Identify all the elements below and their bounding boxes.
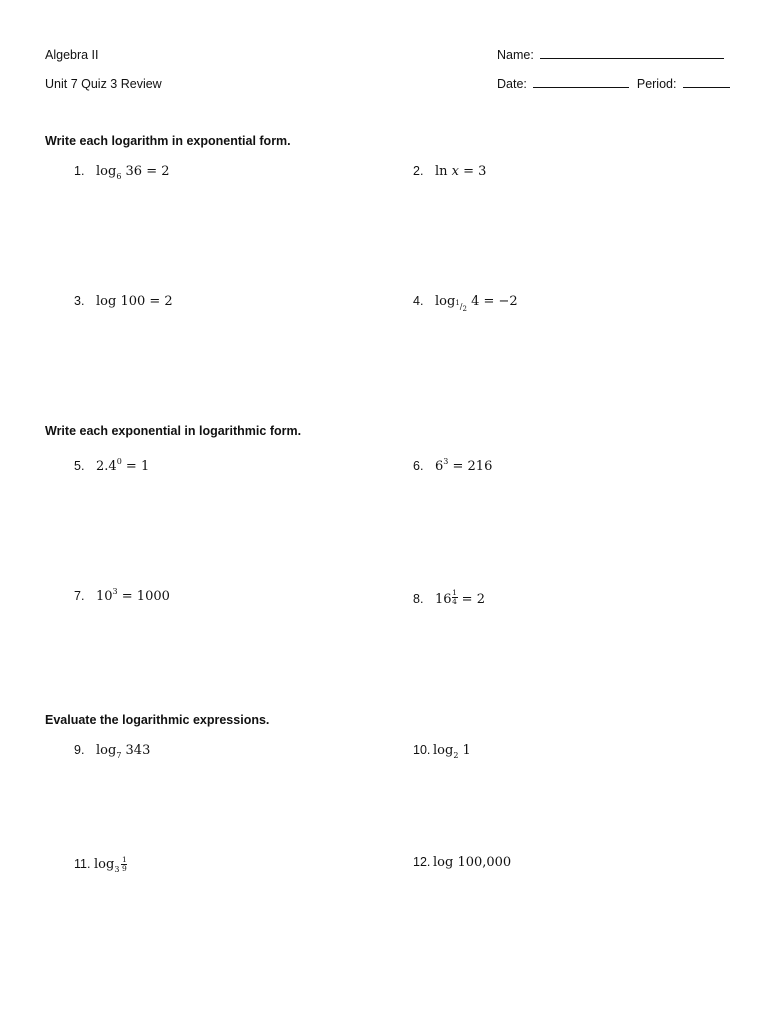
problem-expression: $\log_2 1$ xyxy=(433,743,471,760)
worksheet-subtitle: Unit 7 Quiz 3 Review xyxy=(45,77,162,91)
problem-11 xyxy=(74,855,127,879)
problem-expression: log 100 = 2 xyxy=(96,294,173,309)
problem-number: 3. xyxy=(74,294,85,308)
problem-expression: 16 $\frac{1}{4}$ = 2 xyxy=(435,588,485,607)
problem-number: 12. xyxy=(413,855,431,869)
problem-expression: $\log_6 36 = 2$ xyxy=(96,164,170,181)
problem-expression: log 100,000 xyxy=(433,855,512,870)
period-blank[interactable] xyxy=(683,76,730,88)
problem-expression: $\log_{1/2} 4 = -2$ xyxy=(435,294,518,313)
problem-expression: ln x = 3 xyxy=(435,164,487,179)
problem-number: 7. xyxy=(74,589,85,603)
problem-expression: $2.4^0 = 1$ xyxy=(96,457,150,474)
problem-number: 8. xyxy=(413,592,424,606)
problem-number: 11. xyxy=(74,857,91,871)
section-heading-exponential-form: Write each logarithm in exponential form. xyxy=(45,134,291,148)
problem-6 xyxy=(413,453,492,476)
date-blank[interactable] xyxy=(533,76,629,88)
problem-4 xyxy=(413,292,518,318)
problem-8 xyxy=(413,589,485,609)
problem-1 xyxy=(74,162,170,186)
name-label: Name: xyxy=(497,48,534,62)
date-period-line xyxy=(497,76,730,92)
problem-7 xyxy=(74,583,170,606)
problem-10 xyxy=(413,741,471,765)
problem-expression: $\log_3$ $\frac{1}{9}$ xyxy=(94,855,127,874)
period-label: Period: xyxy=(636,77,677,91)
problem-number: 4. xyxy=(413,294,424,308)
problem-number: 2. xyxy=(413,164,424,178)
section-heading-logarithmic-form: Write each exponential in logarithmic form. xyxy=(45,424,302,438)
problem-2 xyxy=(413,162,486,181)
problem-number: 6. xyxy=(413,459,424,473)
name-blank[interactable] xyxy=(540,47,724,59)
section-heading-evaluate: Evaluate the logarithmic expressions. xyxy=(45,713,270,727)
name-line xyxy=(497,47,724,63)
problem-9 xyxy=(74,741,150,765)
problem-number: 9. xyxy=(74,743,85,757)
problem-5 xyxy=(74,453,149,476)
problem-number: 10. xyxy=(413,743,431,757)
problem-expression: $10^3 = 1000$ xyxy=(96,587,170,604)
problem-number: 1. xyxy=(74,164,85,178)
date-label: Date: xyxy=(497,77,527,91)
problem-expression: $6^3 = 216$ xyxy=(435,457,493,474)
problem-3 xyxy=(74,292,173,311)
problem-expression: $\log_7 343$ xyxy=(96,743,151,760)
course-title: Algebra II xyxy=(45,48,99,62)
problem-number: 5. xyxy=(74,459,85,473)
problem-12 xyxy=(413,853,511,872)
